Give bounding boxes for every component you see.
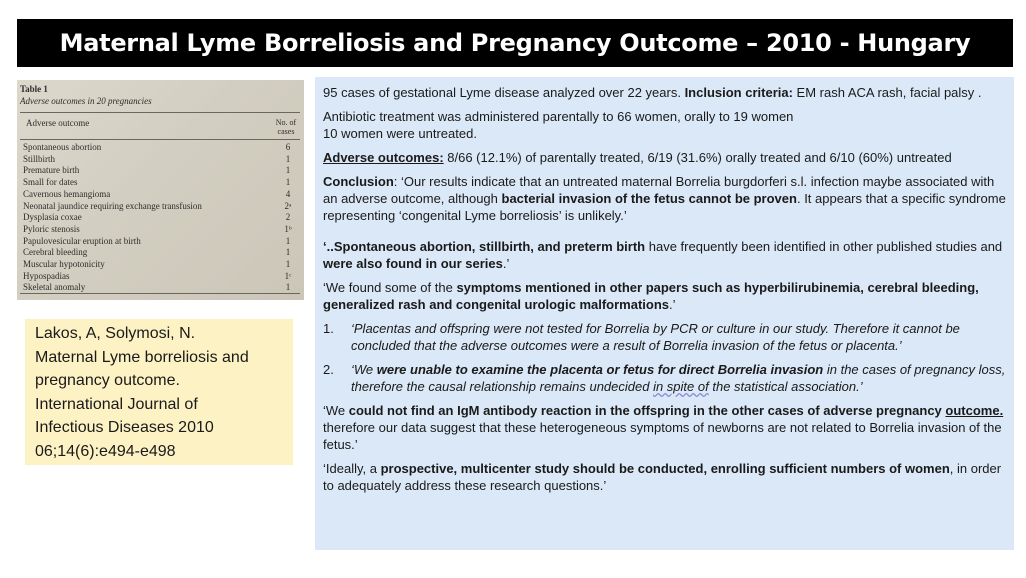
- citation-line: Infectious Diseases 2010: [35, 419, 214, 436]
- table-row: [23, 224, 299, 235]
- citation-line: International Journal of: [35, 395, 198, 413]
- text: therefore our data suggest that these heterogeneous symptoms of newborns are not related to Borrelia invasion of the fetus.’: [323, 420, 1002, 452]
- table-subtitle: Adverse outcomes in 20 pregnancies: [20, 96, 152, 106]
- table-cell-outcome: Skeletal anomaly: [23, 282, 86, 293]
- table-header-outcome: Adverse outcome: [26, 118, 90, 128]
- table-cell-cases: 1: [285, 259, 291, 269]
- table-rule-header: [20, 139, 300, 140]
- list-item: [323, 320, 1006, 354]
- slide-title-text: Maternal Lyme Borreliosis and Pregnancy Outcome – 2010 - Hungary: [59, 29, 971, 57]
- table-rule-bottom: [20, 293, 300, 294]
- table-row: [23, 189, 299, 200]
- text: 10 women were untreated.: [323, 126, 477, 141]
- text: .’: [502, 256, 510, 271]
- text-bold: ‘..Spontaneous abortion, stillbirth, and preterm birth: [323, 239, 646, 254]
- paragraph-cases: [323, 84, 1006, 101]
- text-bold: could not find an IgM antibody reaction in the offspring in the other cases of adverse pregnancy: [348, 403, 946, 418]
- table-row: [23, 282, 299, 293]
- table-cell-outcome: Neonatal jaundice requiring exchange transfusion: [23, 200, 202, 211]
- paragraph-ideally: [323, 460, 1006, 494]
- text: , in order to adequately address these research questions.’: [323, 461, 1002, 493]
- paragraph-igm: [323, 402, 1006, 453]
- paragraph-spontaneous-abortion: [323, 238, 1006, 272]
- inclusion-criteria-label: Inclusion criteria:: [684, 85, 793, 100]
- summary-panel: [315, 77, 1014, 550]
- table-row: [23, 201, 299, 212]
- table-row: [23, 142, 299, 153]
- table-row: [23, 177, 299, 188]
- text: 95 cases of gestational Lyme disease analyzed over 22 years.: [323, 85, 685, 100]
- list-item: [323, 361, 1006, 395]
- table-cell-outcome: Stillbirth: [23, 153, 56, 164]
- table-cell-outcome: Pyloric stenosis: [23, 223, 80, 234]
- text-bold: prospective, multicenter study should be conducted, enrolling sufficient numbers of women: [380, 461, 950, 476]
- table-caption: Table 1: [20, 84, 48, 94]
- paragraph-treatment: [323, 108, 1006, 142]
- table-cell-cases: 1: [285, 153, 291, 164]
- text: . It appears that a specific syndrome representing ‘congenital Lyme borreliosis’ is unlikely.’: [323, 191, 1006, 223]
- table-cell-cases: 2: [285, 212, 291, 223]
- table-cell-outcome: Cerebral bleeding: [23, 247, 88, 258]
- text-bold: outcome.: [945, 403, 1004, 418]
- text-bold: symptoms mentioned in other papers such as hyperbilirubinemia, cerebral bleeding, generalized rash and congenital urologic malformations: [323, 280, 979, 312]
- table-row: [23, 271, 299, 282]
- text: 8/66 (12.1%) of parentally treated, 6/19 (31.6%) orally treated and 6/10 (60%) untreated: [443, 150, 952, 165]
- citation-line: pregnancy outcome.: [35, 372, 180, 389]
- citation-box: [25, 319, 293, 465]
- text: in the cases of pregnancy loss, therefore the causal relationship remains undecided: [351, 362, 1006, 394]
- table-header-cases: No. of cases: [275, 118, 297, 136]
- text: EM rash ACA rash, facial palsy .: [792, 85, 982, 100]
- table-row: [23, 247, 299, 258]
- paragraph-symptoms: [323, 279, 1006, 313]
- text: ‘Placentas and offspring were not tested for Borrelia by PCR or culture in our study. Therefore it cannot be concluded that the adverse outcomes were a result of Borrelia invasion of the fetus or placenta.’: [351, 321, 960, 353]
- table-row: [23, 212, 299, 223]
- table-cell-outcome: Muscular hypotonicity: [23, 259, 105, 269]
- list-text: [351, 361, 1006, 395]
- text: ‘Ideally, a: [323, 461, 381, 476]
- table-cell-outcome: Spontaneous abortion: [23, 142, 102, 152]
- text-bold: were also found in our series: [323, 256, 503, 271]
- text: the statistical association.’: [708, 379, 863, 394]
- table-row: [23, 154, 299, 165]
- table-cell-cases: 4: [285, 188, 291, 199]
- table-cell-outcome: Small for dates: [23, 177, 78, 188]
- table-cell-outcome: Premature birth: [23, 165, 80, 176]
- text: ‘We found some of the: [323, 280, 457, 295]
- text-underlined: in spite of: [653, 379, 709, 394]
- text: : ‘Our results indicate that an untreated maternal Borrelia burgdorferi s.l. infection maybe associated with an adverse outcome, although: [323, 174, 995, 206]
- citation-line: 06;14(6):e494-e498: [35, 442, 176, 460]
- table-cell-cases: 1: [285, 282, 291, 293]
- text-bold: were unable to examine the placenta or fetus for direct Borrelia invasion: [376, 362, 824, 377]
- table-cell-outcome: Papulovesicular eruption at birth: [23, 235, 141, 246]
- slide-title: [17, 19, 1013, 67]
- table-rule-top: [20, 112, 300, 113]
- table-row: [23, 259, 299, 270]
- conclusion-label: Conclusion: [323, 174, 394, 189]
- text: ‘We: [323, 403, 349, 418]
- text: Antibiotic treatment was administered parentally to 66 women, orally to 19 women: [323, 109, 794, 124]
- table-cell-outcome: Dysplasia coxae: [23, 212, 82, 223]
- text: ‘We: [351, 362, 377, 377]
- table-cell-cases: 2ᵃ: [284, 200, 292, 211]
- paragraph-conclusion: [323, 173, 1006, 224]
- table-photo: [17, 80, 304, 300]
- table-cell-outcome: Cavernous hemangioma: [23, 188, 111, 199]
- table-cell-cases: 6: [285, 142, 291, 152]
- table-row: [23, 236, 299, 247]
- table-cell-cases: 1ᵇ: [284, 223, 292, 234]
- citation-line: Maternal Lyme borreliosis and: [35, 348, 249, 366]
- table-cell-cases: 1ᶜ: [284, 270, 292, 281]
- table-cell-cases: 1: [285, 247, 291, 258]
- text-bold: bacterial invasion of the fetus cannot be proven: [501, 191, 797, 206]
- text: have frequently been identified in other published studies and: [645, 239, 1003, 254]
- table-cell-outcome: Hypospadias: [23, 270, 70, 281]
- table-cell-cases: 1: [285, 235, 291, 246]
- list-number: 2.: [323, 362, 334, 377]
- table-row: [23, 165, 299, 176]
- citation-line: Lakos, A, Solymosi, N.: [35, 325, 196, 342]
- text: .’: [669, 297, 676, 312]
- table-cell-cases: 1: [285, 165, 291, 176]
- paragraph-adverse-outcomes: [323, 149, 1006, 166]
- adverse-outcomes-label: Adverse outcomes:: [323, 150, 444, 165]
- list-number: 1.: [323, 321, 334, 336]
- table-cell-cases: 1: [285, 177, 291, 188]
